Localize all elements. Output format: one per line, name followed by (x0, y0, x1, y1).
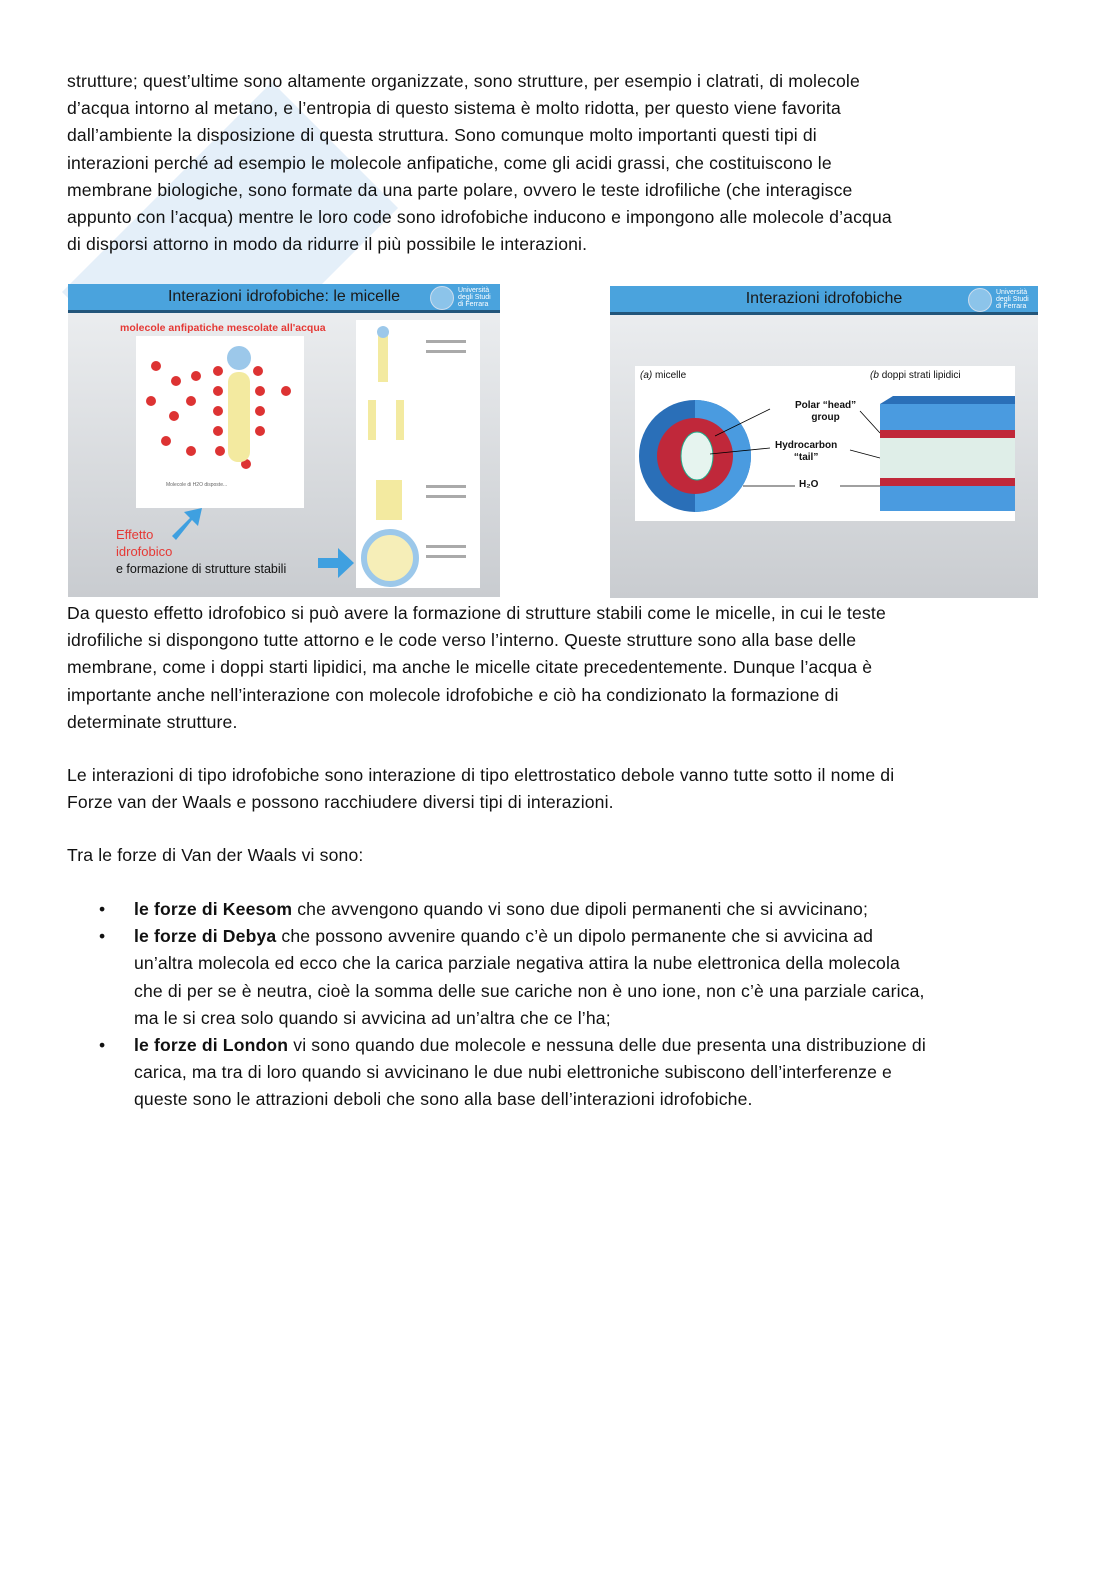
water-molecules-diagram (136, 336, 304, 508)
text-line: idrofiliche si dispongono tutte attorno e le code verso l’interno. Queste strutture sono alla base delle (67, 630, 857, 651)
polar-head-label (795, 400, 856, 424)
arrow-icon (168, 506, 204, 542)
slide-subtitle: molecole anfipatiche mescolate all'acqua (120, 322, 326, 334)
text-line: importante anche nell’interazione con molecole idrofobiche e ciò ha condizionato la formazione di (67, 684, 839, 705)
micelle-formation-diagram (356, 320, 480, 588)
micelle-formation-steps (356, 320, 480, 588)
text-line: vi sono quando due molecole e nessuna delle due presenta una distribuzione di (288, 1035, 926, 1056)
text-line: ma le si crea solo quando si avvicina ad un’altra che ce l’ha; (134, 1007, 611, 1028)
text-line: carica, ma tra di loro quando si avvicinano le due nubi elettroniche subiscono dell’interferenze e (134, 1062, 892, 1083)
paragraph-4 (67, 842, 363, 869)
label-a: (a) (640, 370, 653, 381)
term-london: le forze di London (134, 1035, 289, 1056)
effetto-text: Effetto (116, 527, 154, 542)
text-line: d’acqua intorno al metano, e l’entropia di questo sistema è molto ridotta, per questo viene favorita (67, 98, 841, 119)
text-line: Tra le forze di Van der Waals vi sono: (67, 845, 364, 865)
slide-caption: e formazione di strutture stabili (116, 562, 287, 576)
micelle-label: micelle (655, 370, 687, 381)
text-line: che possono avvenire quando c’è un dipolo permanente che si avvicina ad (276, 926, 874, 947)
paragraph-1 (67, 68, 892, 258)
hydro-text: Hydrocarbon (775, 440, 838, 451)
slide-title: Interazioni idrofobiche: le micelle (167, 288, 401, 305)
text-line: Da questo effetto idrofobico si può avere la formazione di strutture stabili come le micelle, in cui le teste (67, 603, 886, 623)
slide-bilayer-image (610, 286, 1038, 598)
water-label: H₂O (799, 479, 819, 490)
text-line: strutture; quest’ultime sono altamente organizzate, sono strutture, per esempio i clatrati, di molecole (67, 71, 860, 91)
micelle-bilayer-diagram (635, 366, 1015, 521)
bilayer-label: doppi strati lipidici (881, 370, 961, 381)
idrofobico-text: idrofobico (116, 544, 173, 559)
text-line: che avvengono quando vi sono due dipoli permanenti che si avvicinano; (292, 899, 869, 919)
term-debya: le forze di Debya (134, 926, 277, 947)
slide-micelle-image (68, 284, 500, 597)
forces-list (67, 896, 926, 1114)
text-line: membrane, come i doppi starti lipidici, ma anche le micelle citate precedentemente. Dunque l’acqua è (67, 657, 873, 678)
svg-text:Molecole di H2O disposte...: Molecole di H2O disposte... (166, 482, 228, 488)
hydrocarbon-tail-label (775, 440, 837, 464)
text-line: dall’ambiente la disposizione di questa struttura. Sono comunque molto importanti questi tipi di (67, 125, 817, 146)
text-line: appunto con l’acqua) mentre le loro code sono idrofobiche inducono e impongono alle molecole d’acqua (67, 207, 892, 228)
paragraph-2 (67, 600, 886, 736)
text-line: Forze van der Waals e possono racchiudere diversi tipi di interazioni. (67, 792, 614, 813)
text-line: che di per se è neutra, cioè la somma delle sue cariche non è uno ione, non c’è una parziale carica, (134, 980, 925, 1001)
term-keesom: le forze di Keesom (134, 899, 293, 919)
text-line: queste sono le attrazioni deboli che sono alla base dell’interazioni idrofobiche. (134, 1089, 753, 1110)
label-b: (b (870, 370, 879, 381)
clathrate-diagram (136, 336, 304, 508)
paragraph-3 (67, 762, 894, 816)
text-line: determinate strutture. (67, 711, 238, 732)
group-text: group (811, 412, 840, 423)
list-item-london (67, 1032, 926, 1114)
bullet-icon: • (99, 1035, 106, 1056)
tail-text: “tail” (793, 452, 819, 463)
university-logo-text: Università degli Studi di Ferrara (458, 287, 491, 308)
list-item-keesom (67, 896, 926, 923)
text-line: interazioni perché ad esempio le molecole anfipatiche, come gli acidi grassi, che costituiscono le (67, 152, 832, 173)
text-line: un’altra molecola ed ecco che la carica parziale negativa attira la nube elettronica della molecola (134, 953, 900, 974)
text-line: membrane biologiche, sono formate da una parte polare, ovvero le teste idrofiliche (che interagisce (67, 179, 853, 200)
polar-text: Polar “head” (795, 400, 857, 411)
university-seal-icon (430, 286, 454, 310)
university-logo-text: Università degli Studi di Ferrara (996, 289, 1029, 310)
arrow-icon (316, 546, 356, 580)
university-seal-icon (968, 288, 992, 312)
text-line: Le interazioni di tipo idrofobiche sono interazione di tipo elettrostatico debole vanno tutte sotto il nome di (67, 765, 895, 785)
bullet-icon: • (99, 926, 106, 947)
slide-title: Interazioni idrofobiche (745, 290, 903, 307)
text-line: di disporsi attorno in modo da ridurre il più possibile le interazioni. (67, 234, 588, 255)
list-item-debya (67, 923, 926, 1032)
bullet-icon: • (99, 899, 106, 919)
effetto-idrofobico-label (116, 526, 172, 560)
